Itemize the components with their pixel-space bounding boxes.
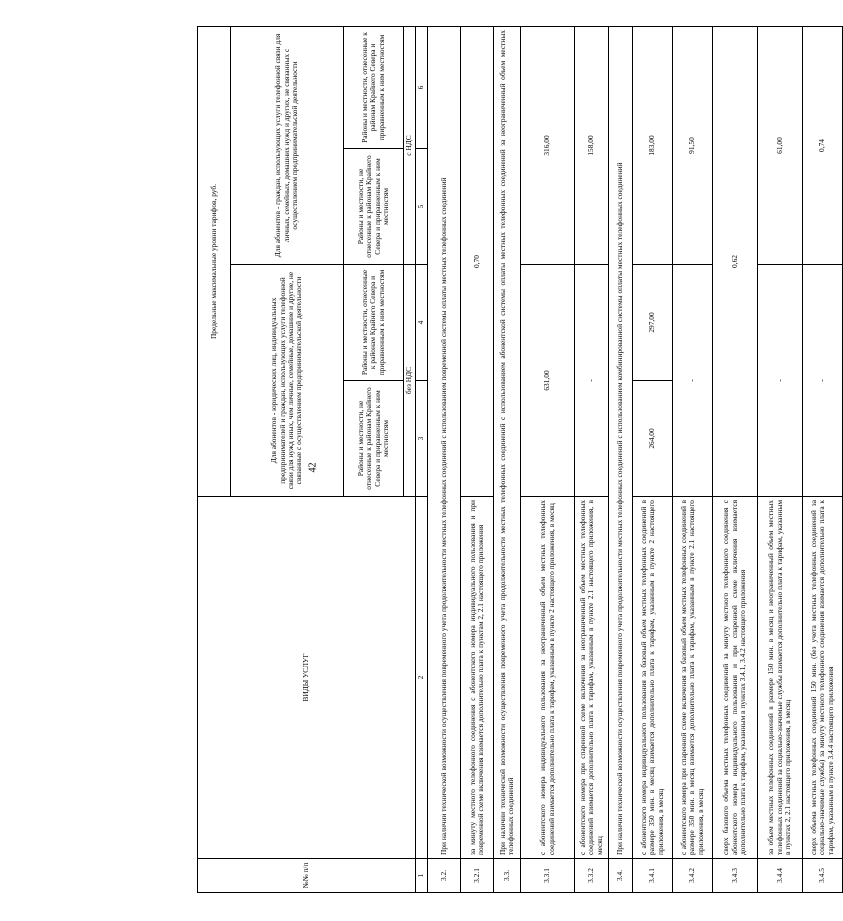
header-row-colnums	[416, 27, 428, 893]
header-services-cell: ВИДЫ УСЛУГ	[198, 497, 416, 859]
colnum-4: 4	[416, 265, 428, 381]
colnum-2: 2	[416, 497, 428, 859]
row-number: 3.4.3	[713, 859, 758, 893]
row-description: за минуту местного телефонного соединения с абонентского номера индивидуального пользования и при повременной схеме включения взимается дополнительно плата к пунктам 2, 2.1 настоящего приложения	[461, 497, 494, 859]
tariff-value-individuals: 316,00	[521, 27, 575, 265]
row-description: с абонентского номера при спаренной схеме включения за неограниченный объем местных телефонных соединений взимается дополнительно плата к тарифам, указанным в пункте 2.1 настоящего приложения, в месяц	[575, 497, 609, 859]
tariff-value-legal: 631,00	[521, 265, 575, 497]
header-region-other-legal: Районы и местности, не отнесенные к районам Крайнего Севера и приравненным к ним местностям	[344, 381, 404, 497]
row-number: 3.3.1	[521, 859, 575, 893]
header-region-north-legal: Районы и местности, отнесенные к районам Крайнего Севера и приравненным к ним местностям	[344, 265, 404, 381]
tariff-value-legal: -	[673, 265, 713, 497]
row-number: 3.4.2	[673, 859, 713, 893]
header-row-title	[198, 27, 231, 893]
colnum-1: 1	[416, 859, 428, 893]
row-number: 3.4.1	[633, 859, 673, 893]
row-description: с абонентского номера индивидуального пользования за неограниченный объем местных телефонных соединений взимается дополнительно плата к тарифам, указанным в пункте 2 настоящего приложения, в месяц	[521, 497, 575, 859]
colnum-5: 5	[416, 149, 428, 265]
header-region-north-ind: Районы и местности, отнесенные к районам Крайнего Севера и приравненным к ним местностям	[344, 27, 404, 149]
table-row	[494, 27, 521, 893]
tariff-value-individuals: 183,00	[633, 27, 673, 265]
tariff-value-legal-other: 264,00	[633, 381, 673, 497]
header-tariffs-cell: Предельные максимальные уровни тарифов, руб.	[198, 27, 231, 497]
header-vat-excl: без НДС	[404, 265, 416, 497]
header-group-individuals: Для абонентов - граждан, использующих услуги телефонной связи для личных, семейных, домашних нужд и других, не связанных с осуществлением предпринимательской деятельности	[231, 27, 344, 265]
tariff-value-individuals: 158,00	[575, 27, 609, 265]
tariff-value-individuals: 91,50	[673, 27, 713, 265]
table-row	[609, 27, 633, 893]
header-number-cell: №№ п/п	[198, 859, 416, 893]
table-row	[803, 27, 843, 893]
table-row	[521, 27, 575, 893]
row-description: за объем местных телефонных соединений в размере 150 мин. в месяц и неограниченный объем местных телефонных соединений за социально-значимые службы взимается дополнительно плата к тарифам, указанным в пунктах 2, 2.1 настоящего приложения, в месяц	[758, 497, 803, 859]
colnum-6: 6	[416, 27, 428, 149]
row-number: 3.4.	[609, 859, 633, 893]
tariff-value-legal-north: 297,00	[633, 265, 673, 381]
row-number: 3.2.	[428, 859, 461, 893]
row-number: 3.2.1	[461, 859, 494, 893]
tariff-value-legal: -	[758, 265, 803, 497]
row-number: 3.3.	[494, 859, 521, 893]
table-row	[575, 27, 609, 893]
tariff-value-legal: -	[575, 265, 609, 497]
row-description: с абонентского номера при спаренной схеме включения за базовый объем местных телефонных соединений в размере 350 мин. в месяц взимается дополнительно плата к тарифам, указанным в пункте 2.1 настоящего приложения, в месяц	[673, 497, 713, 859]
row-description: сверх объема местных телефонных соединений 150 мин. (без учета местных телефонных соединений за социально-значимые службы) за минуту местного телефонного соединения взимается дополнительно плата к тарифам, указанным в пункте 3.4.4 настоящего приложения	[803, 497, 843, 859]
row-number: 3.3.2	[575, 859, 609, 893]
colnum-3: 3	[416, 381, 428, 497]
tariff-value: 0,70	[461, 27, 494, 497]
header-group-legal: Для абонентов - юридических лиц, индивидуальных предпринимателей и граждан, использующих услуги телефонной связи для нужд иных, чем личные, семейные, домашние и другие, не связанные с осуществлением предпринимательской деятельности	[231, 265, 344, 497]
section-heading: При наличии технической возможности осуществления повременного учета продолжительности местных телефонных соединений с использованием повременной системы оплаты местных телефонных соединений	[428, 27, 461, 859]
header-region-other-ind: Районы и местности, не отнесенные к районам Крайнего Севера и приравненным к ним местностям	[344, 149, 404, 265]
tariff-value: 0,62	[713, 27, 758, 497]
table-row	[758, 27, 803, 893]
tariff-value-legal: -	[803, 265, 843, 497]
section-heading: При наличии технической возможности осуществления повременного учета продолжительности местных телефонных соединений с использованием комбинированной системы оплаты местных телефонных соединений	[609, 27, 633, 859]
header-vat-incl: с НДС	[404, 27, 416, 265]
section-heading: При наличии технической возможности осуществления повременного учета продолжительности местных телефонных соединений с использованием абонентской системы оплаты местных телефонных соединений за неограниченный объем местных телефонных соединений	[494, 27, 521, 859]
tariff-value-individuals: 61,00	[758, 27, 803, 265]
tariff-table	[197, 26, 843, 893]
page-number: 42	[307, 462, 319, 473]
row-number: 3.4.5	[803, 859, 843, 893]
row-description: сверх базового объема местных телефонных соединений за минуту местного телефонного соединения с абонентского номера индивидуального пользования и при спаренной схеме включения взимается дополнительно плата к тарифам, указанным в пунктах 3.4.1, 3.4.2 настоящего приложения	[713, 497, 758, 859]
table-row	[633, 27, 673, 893]
row-number: 3.4.4	[758, 859, 803, 893]
table-row	[428, 27, 461, 893]
table-row	[673, 27, 713, 893]
table-row	[713, 27, 758, 893]
table-row	[461, 27, 494, 893]
row-description: с абонентского номера индивидуального пользования за базовый объем местных телефонных соединений в размере 350 мин. в месяц взимается дополнительно плата к тарифам, указанным в пункте 2 настоящего приложения, в месяц	[633, 497, 673, 859]
tariff-value-individuals: 0,74	[803, 27, 843, 265]
